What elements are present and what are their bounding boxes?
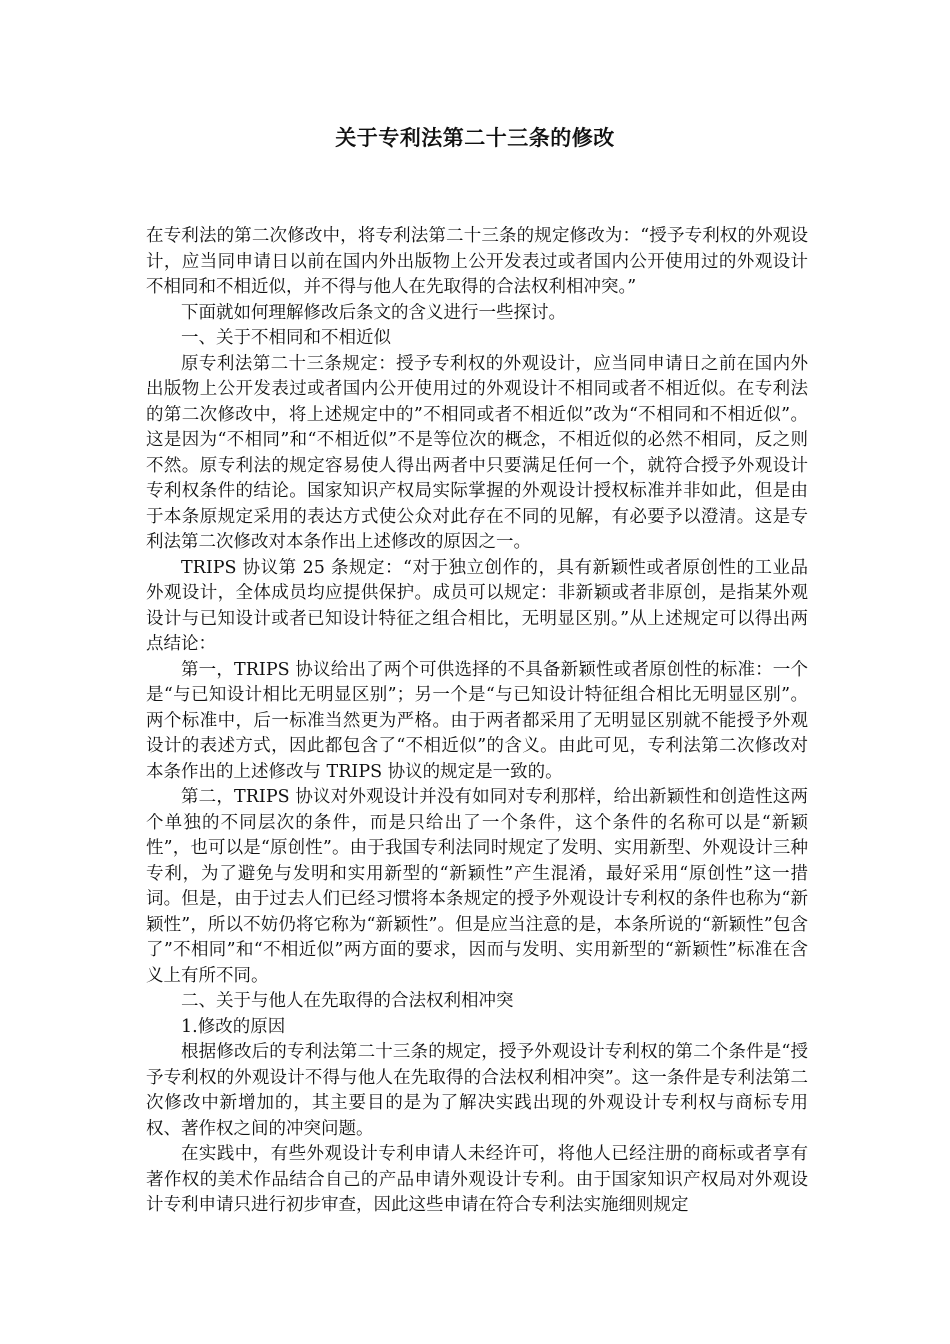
- paragraph: 下面就如何理解修改后条文的含义进行一些探讨。: [181, 302, 566, 323]
- paragraph: 在实践中，有些外观设计专利申请人未经许可，将他人已经注册的商标或者享有著作权的美术作品结合自己的产品申请外观设计专利。由于国家知识产权局对外观设计专利申请只进行初步审查，因此这些申请在符合专利法实施细则规定: [146, 1144, 808, 1215]
- paragraph: 原专利法第二十三条规定：授予专利权的外观设计，应当同申请日之前在国内外出版物上公开发表过或者国内公开使用过的外观设计不相同或者不相近似。在专利法的第二次修改中，将上述规定中的”不相同或者不相近似”改为“不相同和不相近似”。这是因为“不相同”和“不相近似”不是等位次的概念，不相近似的必然不相同，反之则不然。原专利法的规定容易使人得出两者中只要满足任何一个，就符合授予外观设计专利权条件的结论。国家知识产权局实际掌握的外观设计授权标准并非如此，但是由于本条原规定采用的表达方式使公众对此存在不同的见解，有必要予以澄清。这是专利法第二次修改对本条作出上述修改的原因之一。: [146, 353, 808, 552]
- paragraph: 在专利法的第二次修改中，将专利法第二十三条的规定修改为：“授予专利权的外观设计，应当同申请日以前在国内外出版物上公开发表过或者国内公开使用过的外观设计不相同和不相近似，并不得与他人在先取得的合法权利相冲突。”: [146, 226, 808, 297]
- paragraph: 第一，TRIPS 协议给出了两个可供选择的不具备新颖性或者原创性的标准：一个是“与已知设计相比无明显区别”；另一个是“与已知设计特征组合相比无明显区别”。两个标准中，后一标准当然更为严格。由于两者都采用了无明显区别就不能授予外观设计的表述方式，因此都包含了“不相近似”的含义。由此可见，专利法第二次修改对本条作出的上述修改与 TRIPS 协议的规定是一致的。: [146, 659, 808, 782]
- section-heading: 一、关于不相同和不相近似: [181, 328, 391, 348]
- document-title: 关于专利法第二十三条的修改: [335, 126, 615, 150]
- section-heading: 二、关于与他人在先取得的合法权利相冲突: [181, 991, 514, 1011]
- paragraph: 根据修改后的专利法第二十三条的规定，授予外观设计专利权的第二个条件是“授予专利权的外观设计不得与他人在先取得的合法权利相冲突”。这一条件是专利法第二次修改中新增加的，其主要目的是为了解决实践出现的外观设计专利权与商标专用权、著作权之间的冲突问题。: [146, 1042, 808, 1139]
- subsection-heading: 1.修改的原因: [181, 1016, 286, 1037]
- document-body: [146, 224, 808, 1219]
- paragraph: 第二，TRIPS 协议对外观设计并没有如同对专利那样，给出新颖性和创造性这两个单独的不同层次的条件，而是只给出了一个条件，这个条件的名称可以是“新颖性”，也可以是“原创性”。由于我国专利法同时规定了发明、实用新型、外观设计三种专利，为了避免与发明和实用新型的“新颖性”产生混淆，最好采用“原创性”这一措词。但是，由于过去人们已经习惯将本条规定的授予外观设计专利权的条件也称为“新颖性”，所以不妨仍将它称为“新颖性”。但是应当注意的是，本条所说的“新颖性”包含了”不相同”和“不相近似”两方面的要求，因而与发明、实用新型的“新颖性”标准在含义上有所不同。: [146, 787, 808, 986]
- paragraph: TRIPS 协议第 25 条规定：“对于独立创作的，具有新颖性或者原创性的工业品外观设计，全体成员均应提供保护。成员可以规定：非新颖或者非原创，是指某外观设计与已知设计或者已知设计特征之组合相比，无明显区别。”从上述规定可以得出两点结论：: [146, 557, 808, 654]
